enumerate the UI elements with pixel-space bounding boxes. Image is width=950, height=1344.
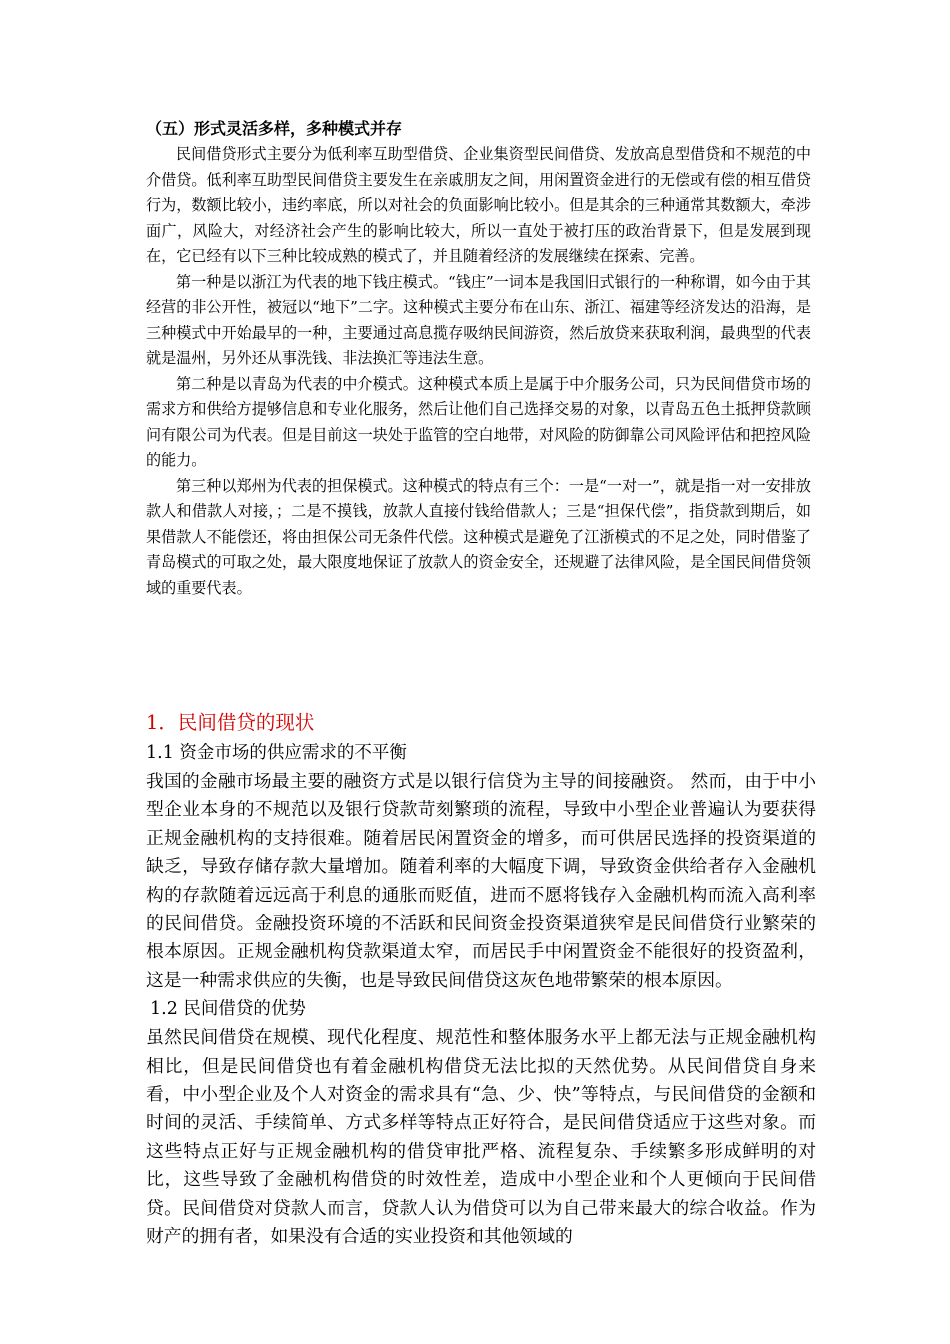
section-five-heading: （五）形式灵活多样，多种模式并存	[146, 119, 403, 138]
subsection-1-1-text: 我国的金融市场最主要的融资方式是以银行信贷为主导的间接融资。 然而，由于中小型企业本身的不规范以及银行贷款苛刻繁琐的流程，导致中小型企业普遍认为要获得正规金融机构的支持很难。随着居民闲置资金的增多，而可供居民选择的投资渠道的缺乏，导致存储存款大量增加。随着利率的大幅度下调，导致资金供给者存入金融机构的存款随着远远高于利息的通胀而贬值，进而不愿将钱存入金融机构而流入高利率的民间借贷。金融投资环境的不活跃和民间资金投资渠道狭窄是民间借贷行业繁荣的根本原因。正规金融机构贷款渠道太窄，而居民手中闲置资金不能很好的投资盈利，这是一种需求供应的失衡，也是导致民间借贷这灰色地带繁荣的根本原因。	[146, 771, 816, 991]
paragraph-model-one: 第一种是以浙江为代表的地下钱庄模式。“钱庄”一词本是我国旧式银行的一种称谓，如今由于其经营的非公开性，被冠以“地下”二字。这种模式主要分布在山东、浙江、福建等经济发达的沿海，是三种模式中开始最早的一种，主要通过高息揽存吸纳民间游资，然后放贷来获取利润，最典型的代表就是温州，另外还从事洗钱、非法换汇等违法生意。	[146, 272, 811, 367]
subsection-1-2-heading: 1.2 民间借贷的优势	[150, 999, 306, 1020]
subsection-1-1-heading: 1.1 资金市场的供应需求的不平衡	[146, 743, 407, 763]
section-five	[146, 116, 811, 601]
chapter-title: 1．民间借贷的现状	[146, 711, 315, 734]
paragraph-model-two: 第二种是以青岛为代表的中介模式。这种模式本质上是属于中介服务公司，只为民间借贷市场的需求方和供给方提够信息和专业化服务，然后让他们自己选择交易的对象，以青岛五色土抵押贷款顾问有限公司为代表。但是目前这一块处于监管的空白地带，对风险的防御靠公司风险评估和把控风险的能力。	[146, 374, 811, 469]
chapter-one	[146, 707, 816, 1252]
subsection-1-2-text: 虽然民间借贷在规模、现代化程度、规范性和整体服务水平上都无法与正规金融机构相比，但是民间借贷也有着金融机构借贷无法比拟的天然优势。从民间借贷自身来看，中小型企业及个人对资金的需求具有“急、少、快”等特点，与民间借贷的金额和时间的灵活、手续简单、方式多样等特点正好符合，是民间借贷适应于这些对象。而这些特点正好与正规金融机构的借贷审批严格、流程复杂、手续繁多形成鲜明的对比，这些导致了金融机构借贷的时效性差，造成中小型企业和个人更倾向于民间借贷。民间借贷对贷款人而言，贷款人认为借贷可以为自己带来最大的综合收益。作为财产的拥有者，如果没有合适的实业投资和其他领域的	[146, 1027, 816, 1248]
paragraph-overview: 民间借贷形式主要分为低利率互助型借贷、企业集资型民间借贷、发放高息型借贷和不规范的中介借贷。低利率互助型民间借贷主要发生在亲戚朋友之间，用闲置资金进行的无偿或有偿的相互借贷行为，数额比较小，违约率底，所以对社会的负面影响比较小。但是其余的三种通常其数额大，牵涉面广，风险大，对经济社会产生的影响比较大，所以一直处于被打压的政治背景下，但是发展到现在，它已经有以下三种比较成熟的模式了，并且随着经济的发展继续在探索、完善。	[146, 145, 811, 265]
paragraph-model-three: 第三种以郑州为代表的担保模式。这种模式的特点有三个：一是“一对一”，就是指一对一安排放款人和借款人对接，；二是不摸钱，放款人直接付钱给借款人；三是“担保代偿”，指贷款到期后，如果借款人不能偿还，将由担保公司无条件代偿。这种模式是避免了江浙模式的不足之处，同时借鉴了青岛模式的可取之处，最大限度地保证了放款人的资金安全，还规避了法律风险，是全国民间借贷领域的重要代表。	[146, 476, 811, 597]
